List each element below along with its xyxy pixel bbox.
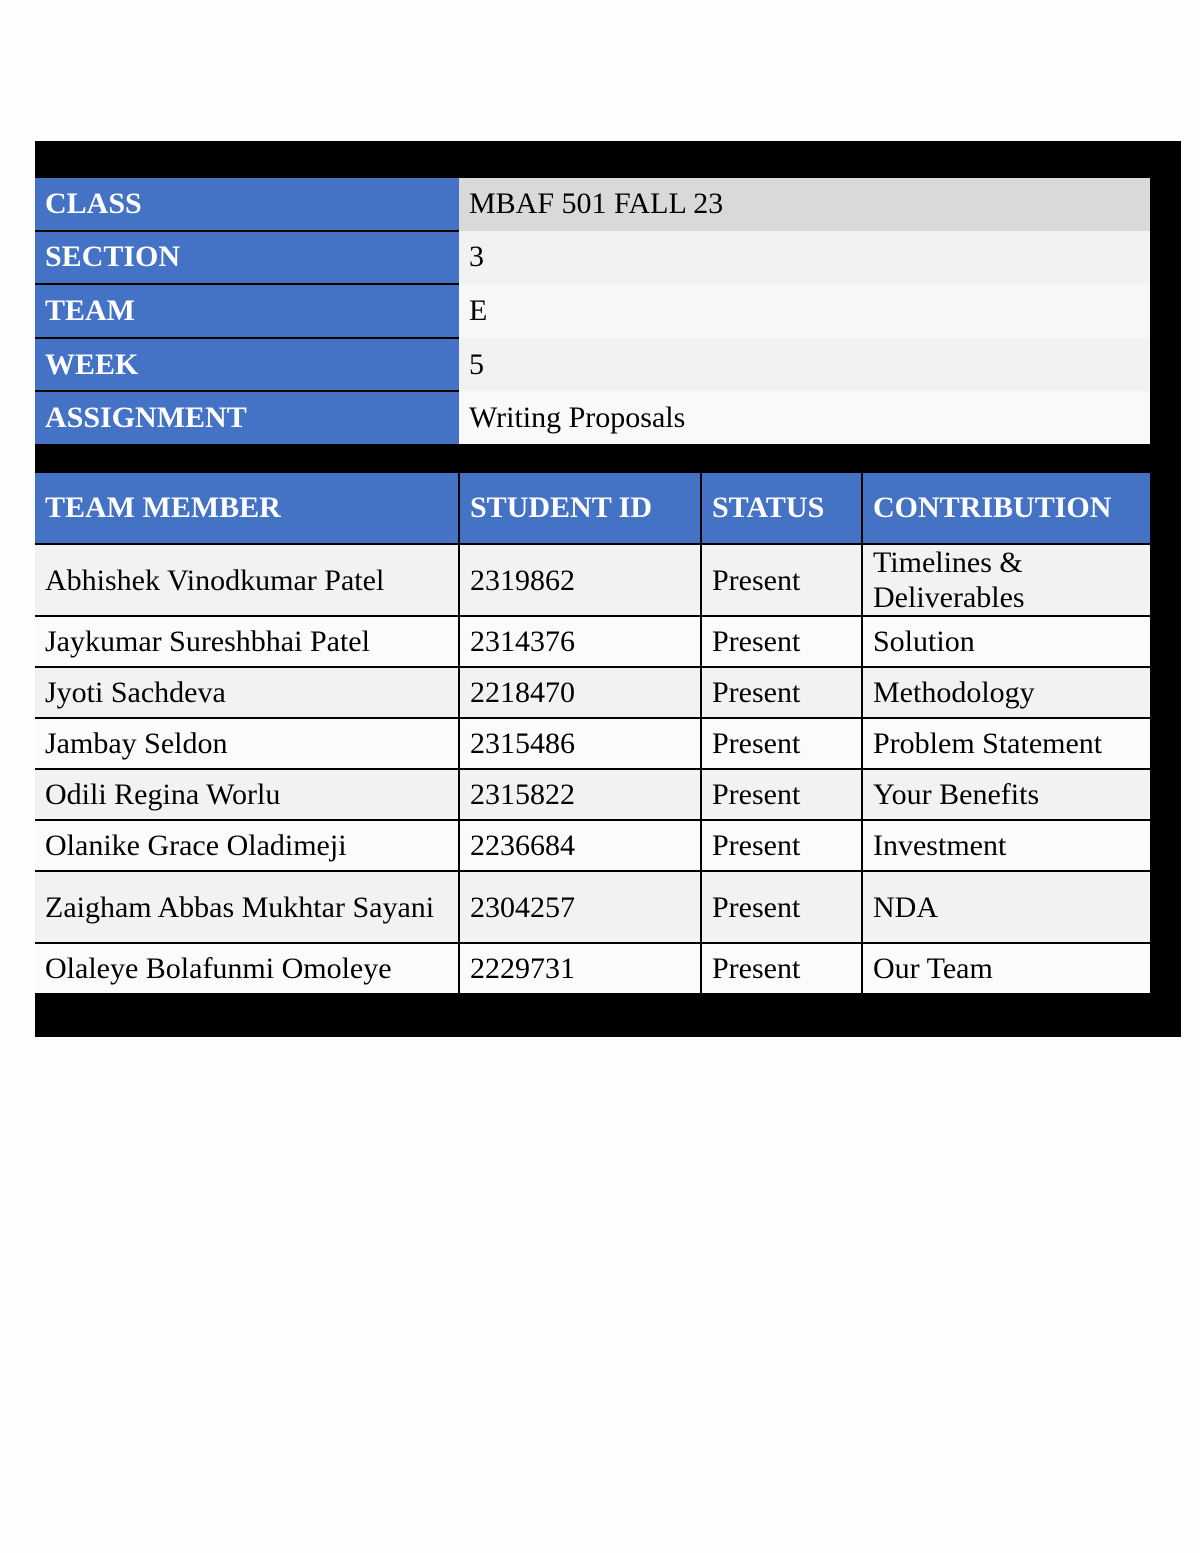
table-row bbox=[35, 616, 1150, 667]
contribution-cell: Investment bbox=[862, 820, 1150, 871]
info-row-section bbox=[35, 231, 1150, 285]
table-row bbox=[35, 943, 1150, 993]
info-value: 3 bbox=[459, 231, 1150, 285]
student-id-cell: 2319862 bbox=[459, 544, 701, 616]
column-header-contribution: CONTRIBUTION bbox=[862, 473, 1150, 544]
table-header-row bbox=[35, 473, 1150, 544]
table-row bbox=[35, 667, 1150, 718]
member-name-cell: Olaleye Bolafunmi Omoleye bbox=[35, 943, 459, 993]
info-label: TEAM bbox=[35, 284, 459, 338]
table-row bbox=[35, 820, 1150, 871]
info-value: 5 bbox=[459, 338, 1150, 392]
contribution-cell: Timelines & Deliverables bbox=[862, 544, 1150, 616]
student-id-cell: 2304257 bbox=[459, 871, 701, 943]
member-name-cell: Jyoti Sachdeva bbox=[35, 667, 459, 718]
status-cell: Present bbox=[701, 718, 862, 769]
student-id-cell: 2236684 bbox=[459, 820, 701, 871]
student-id-cell: 2314376 bbox=[459, 616, 701, 667]
table-row bbox=[35, 718, 1150, 769]
contribution-cell: Your Benefits bbox=[862, 769, 1150, 820]
column-header-student-id: STUDENT ID bbox=[459, 473, 701, 544]
student-id-cell: 2315486 bbox=[459, 718, 701, 769]
table-row bbox=[35, 769, 1150, 820]
member-name-cell: Zaigham Abbas Mukhtar Sayani bbox=[35, 871, 459, 943]
column-header-status: STATUS bbox=[701, 473, 862, 544]
contribution-cell: Methodology bbox=[862, 667, 1150, 718]
info-value: MBAF 501 FALL 23 bbox=[459, 178, 1150, 231]
info-label: CLASS bbox=[35, 178, 459, 231]
table-row bbox=[35, 871, 1150, 943]
member-name-cell: Abhishek Vinodkumar Patel bbox=[35, 544, 459, 616]
info-label: WEEK bbox=[35, 338, 459, 392]
status-cell: Present bbox=[701, 667, 862, 718]
info-value: E bbox=[459, 284, 1150, 338]
status-cell: Present bbox=[701, 616, 862, 667]
info-row-assignment bbox=[35, 391, 1150, 444]
column-header-team-member: TEAM MEMBER bbox=[35, 473, 459, 544]
contribution-cell: Problem Statement bbox=[862, 718, 1150, 769]
student-id-cell: 2218470 bbox=[459, 667, 701, 718]
student-id-cell: 2229731 bbox=[459, 943, 701, 993]
status-cell: Present bbox=[701, 871, 862, 943]
student-id-cell: 2315822 bbox=[459, 769, 701, 820]
status-cell: Present bbox=[701, 544, 862, 616]
class-info-table bbox=[35, 178, 1150, 444]
info-value: Writing Proposals bbox=[459, 391, 1150, 444]
info-row-team bbox=[35, 284, 1150, 338]
team-members-table bbox=[35, 473, 1150, 993]
table-row bbox=[35, 544, 1150, 616]
info-row-week bbox=[35, 338, 1150, 392]
info-row-class bbox=[35, 178, 1150, 231]
contribution-cell: Our Team bbox=[862, 943, 1150, 993]
member-name-cell: Olanike Grace Oladimeji bbox=[35, 820, 459, 871]
member-name-cell: Jambay Seldon bbox=[35, 718, 459, 769]
member-name-cell: Odili Regina Worlu bbox=[35, 769, 459, 820]
contribution-cell: Solution bbox=[862, 616, 1150, 667]
info-label: SECTION bbox=[35, 231, 459, 285]
status-cell: Present bbox=[701, 769, 862, 820]
status-cell: Present bbox=[701, 820, 862, 871]
info-label: ASSIGNMENT bbox=[35, 391, 459, 444]
status-cell: Present bbox=[701, 943, 862, 993]
contribution-cell: NDA bbox=[862, 871, 1150, 943]
member-name-cell: Jaykumar Sureshbhai Patel bbox=[35, 616, 459, 667]
